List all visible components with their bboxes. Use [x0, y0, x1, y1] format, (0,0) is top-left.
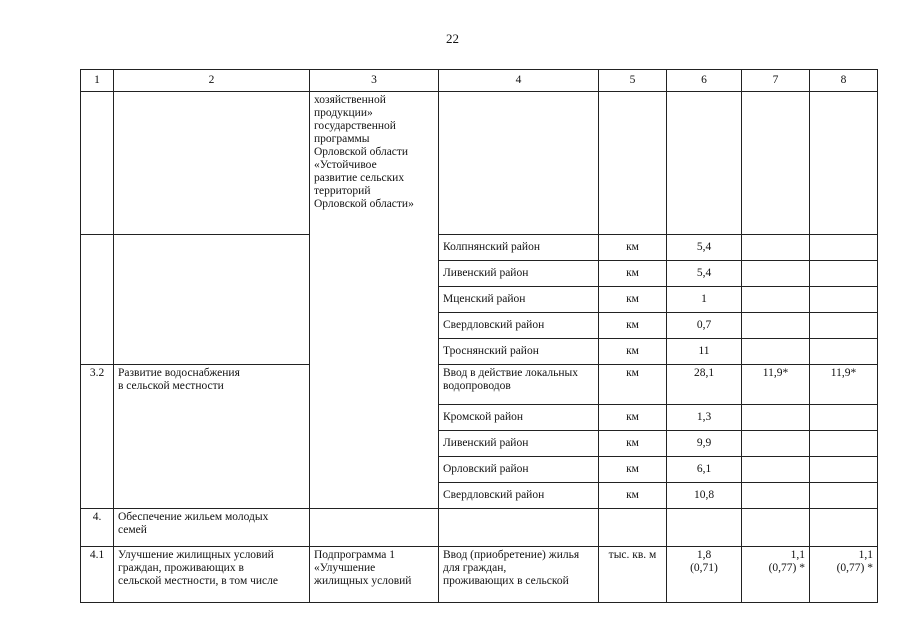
district-unit: км: [599, 457, 667, 483]
district-value: 9,9: [667, 431, 742, 457]
unit-text: тыс. кв. м: [599, 547, 667, 603]
indicator-text: Ввод в действие локальных водопроводов: [439, 365, 599, 405]
cell-v7: [742, 287, 810, 313]
district-name: Кромской район: [439, 405, 599, 431]
column-header: 1: [81, 70, 114, 92]
cell-v7: [742, 483, 810, 509]
row-title: Развитие водоснабжения в сельской местности: [114, 365, 310, 509]
district-value: 0,7: [667, 313, 742, 339]
district-name: Колпнянский район: [439, 235, 599, 261]
district-name: Троснянский район: [439, 339, 599, 365]
district-name: Ливенский район: [439, 431, 599, 457]
district-unit: км: [599, 261, 667, 287]
district-value: 1,3: [667, 405, 742, 431]
row-number: 4.: [81, 509, 114, 547]
district-value: 1: [667, 287, 742, 313]
column-header: 2: [114, 70, 310, 92]
cell-unit: [599, 92, 667, 235]
cell-v8: [810, 235, 878, 261]
district-unit: км: [599, 431, 667, 457]
district-unit: км: [599, 235, 667, 261]
table-row: [81, 235, 878, 261]
value-6: 28,1: [667, 365, 742, 405]
column-header: 5: [599, 70, 667, 92]
column-header: 6: [667, 70, 742, 92]
cell-title: [114, 92, 310, 235]
column-header: 8: [810, 70, 878, 92]
row-title: Обеспечение жильем молодых семей: [114, 509, 310, 547]
indicator-text: Ввод (приобретение) жилья для граждан, проживающих в сельской: [439, 547, 599, 603]
cell-v8: [810, 92, 878, 235]
data-table: [80, 69, 878, 603]
value-7: 1,1 (0,77) *: [742, 547, 810, 603]
cell-program: [310, 92, 439, 509]
cell-v7: [742, 235, 810, 261]
cell-num: [81, 235, 114, 365]
cell-unit: [599, 509, 667, 547]
district-unit: км: [599, 483, 667, 509]
district-value: 5,4: [667, 261, 742, 287]
district-unit: км: [599, 339, 667, 365]
program-text: хозяйственной продукции» государственной программы Орловской области «Устойчивое развитие сельских территорий Орловской области»: [314, 94, 414, 210]
district-name: Мценский район: [439, 287, 599, 313]
district-value: 5,4: [667, 235, 742, 261]
cell-v7: [742, 92, 810, 235]
district-unit: км: [599, 287, 667, 313]
district-unit: км: [599, 313, 667, 339]
row-number: 3.2: [81, 365, 114, 509]
district-value: 6,1: [667, 457, 742, 483]
program-text: Подпрограмма 1 «Улучшение жилищных условий: [310, 547, 439, 603]
cell-v7: [742, 313, 810, 339]
district-value: 11: [667, 339, 742, 365]
cell-v8: [810, 339, 878, 365]
value-8: 1,1 (0,77) *: [810, 547, 878, 603]
column-header: 3: [310, 70, 439, 92]
column-header: 7: [742, 70, 810, 92]
cell-v8: [810, 509, 878, 547]
cell-v8: [810, 261, 878, 287]
value-7: 11,9*: [742, 365, 810, 405]
table-row: [81, 547, 878, 603]
district-name: Орловский район: [439, 457, 599, 483]
district-value: 10,8: [667, 483, 742, 509]
value-8: 11,9*: [810, 365, 878, 405]
cell-v8: [810, 457, 878, 483]
cell-v6: [667, 509, 742, 547]
cell-v8: [810, 287, 878, 313]
cell-v8: [810, 405, 878, 431]
cell-v7: [742, 405, 810, 431]
table-row: [81, 92, 878, 235]
table-row: [81, 509, 878, 547]
cell-v7: [742, 509, 810, 547]
cell-v7: [742, 457, 810, 483]
page-number: 22: [446, 31, 459, 46]
header-row: [81, 70, 878, 92]
value-6: 1,8 (0,71): [667, 547, 742, 603]
cell-indicator: [439, 509, 599, 547]
cell-v6: [667, 92, 742, 235]
district-unit: км: [599, 405, 667, 431]
row-number: 4.1: [81, 547, 114, 603]
row-title: Улучшение жилищных условий граждан, проживающих в сельской местности, в том числе: [114, 547, 310, 603]
table-row: [81, 365, 878, 405]
cell-v7: [742, 261, 810, 287]
cell-v8: [810, 483, 878, 509]
unit-text: км: [599, 365, 667, 405]
cell-num: [81, 92, 114, 235]
cell-v8: [810, 313, 878, 339]
district-name: Свердловский район: [439, 313, 599, 339]
cell-v8: [810, 431, 878, 457]
district-name: Свердловский район: [439, 483, 599, 509]
column-header: 4: [439, 70, 599, 92]
district-name: Ливенский район: [439, 261, 599, 287]
cell-title: [114, 235, 310, 365]
cell-indicator: [439, 92, 599, 235]
cell-v7: [742, 431, 810, 457]
cell-program: [310, 509, 439, 547]
cell-v7: [742, 339, 810, 365]
